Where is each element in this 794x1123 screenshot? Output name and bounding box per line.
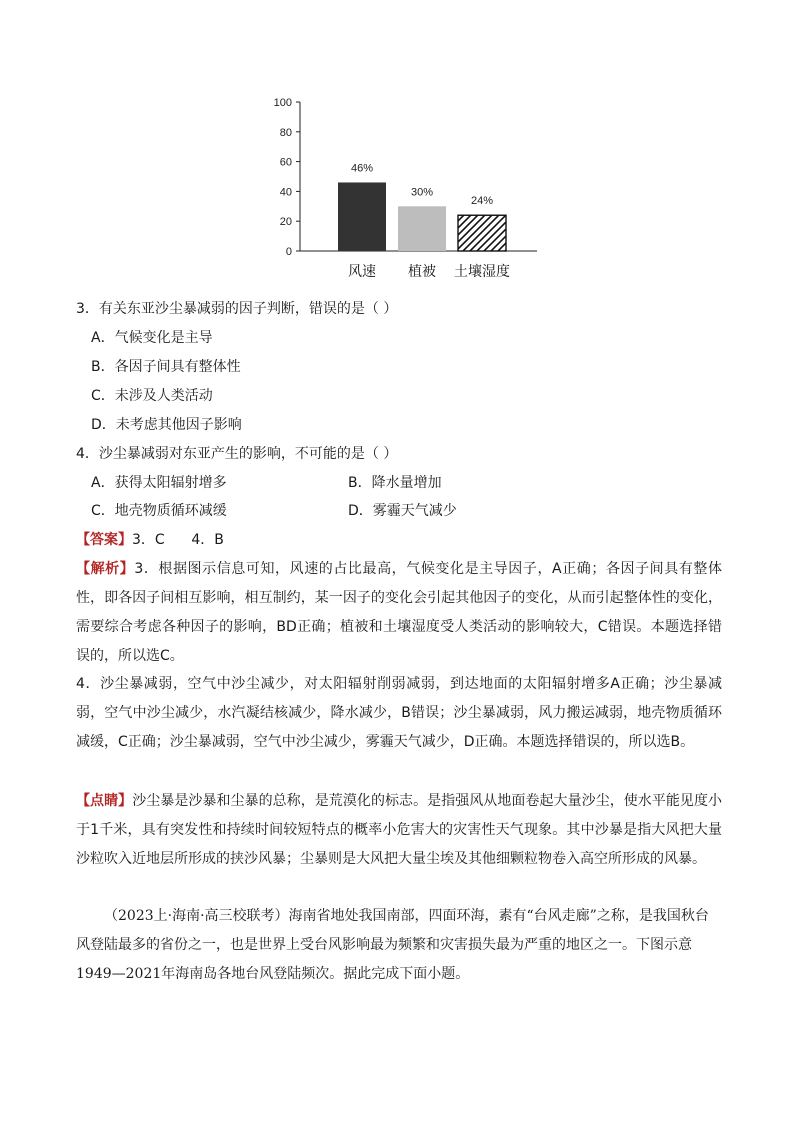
x-axis-labels [348,263,510,280]
bar-0 [338,182,386,251]
data-label: 24% [470,195,494,208]
note-paragraph [76,787,722,874]
bar-2 [458,215,506,251]
y-tick-label: 80 [279,126,292,139]
y-tick-label: 0 [285,246,292,258]
data-label: 30% [410,186,434,199]
q3-option-a: A．气候变化是主导 [91,330,213,346]
question-3-stem: 3．有关东亚沙尘暴减弱的因子判断，错误的是（ ） [76,301,398,317]
q4-option-d: D．雾霾天气减少 [348,503,457,519]
answer-text: 3．C 4．B [132,532,224,548]
y-tick-label: 60 [279,156,292,169]
data-label: 46% [350,162,374,175]
note-label: 【点睛】 [76,793,133,809]
y-tick-label: 100 [273,97,292,109]
note-text: 沙尘暴是沙暴和尘暴的总称，是荒漠化的标志。是指强风从地面卷起大量沙尘，使水平能见度小于1千米，具有突发性和持续时间较短特点的概率小危害大的灾害性天气现象。其中沙暴是指大风把大量沙粒吹入近地层所形成的挟沙风暴；尘暴则是大风把大量尘埃及其他细颗粒物卷入高空所形成的风暴。 [76,793,723,867]
y-tick-label: 20 [279,216,292,229]
x-tick-label: 植被 [408,264,436,280]
q4-option-a: A．获得太阳辐射增多 [91,475,227,491]
question-4-stem: 4．沙尘暴减弱对东亚产生的影响，不可能的是（ ） [76,446,398,462]
q3-option-b: B．各因子间具有整体性 [91,359,241,375]
analysis-text-1: 3．根据图示信息可知，风速的占比最高，气候变化是主导因子，A正确；各因子间具有整体性，即各因子间相互影响，相互制约，某一因子的变化会引起其他因子的变化，从而引起整体性的变化，需要综合考虑各种因子的影响，BD正确；植被和土壤湿度受人类活动的影响较大，C错误。本题选择错误的，所以选C。 [76,561,723,664]
q3-option-c: C．未涉及人类活动 [91,388,213,404]
next-question-context: （2023上·海南·高三校联考）海南省地处我国南部，四面环海，素有“台风走廊”之称，是我国秋台风登陆最多的省份之一，也是世界上受台风影响最为频繁和灾害损失最为严重的地区之一。下图示意1949—2021年海南岛各地台风登陆频次。据此完成下面小题。 [76,908,709,982]
bar-1 [398,206,446,251]
q4-option-c: C．地壳物质循环减缓 [91,503,227,519]
q4-option-b: B．降水量增加 [348,475,442,491]
analysis-paragraph-1 [76,555,722,671]
analysis-paragraph-2: 4．沙尘暴减弱，空气中沙尘减少，对太阳辐射削弱减弱，到达地面的太阳辐射增多A正确；沙尘暴减弱，空气中沙尘减少，水汽凝结核减少，降水减少，B错误；沙尘暴减弱，风力搬运减弱，地壳物质循环减缓，C正确；沙尘暴减弱，空气中沙尘减少，雾霾天气减少，D正确。本题选择错误的，所以选B。 [76,676,722,750]
x-tick-label: 风速 [348,264,376,280]
answer-line [76,526,224,555]
answer-label: 【答案】 [76,532,132,548]
y-tick-label: 40 [279,186,292,199]
analysis-label: 【解析】 [76,561,135,577]
bars-group [338,162,506,251]
q3-option-d: D．未考虑其他因子影响 [91,417,242,433]
x-tick-label: 土壤湿度 [454,264,510,280]
bar-chart [262,88,552,288]
